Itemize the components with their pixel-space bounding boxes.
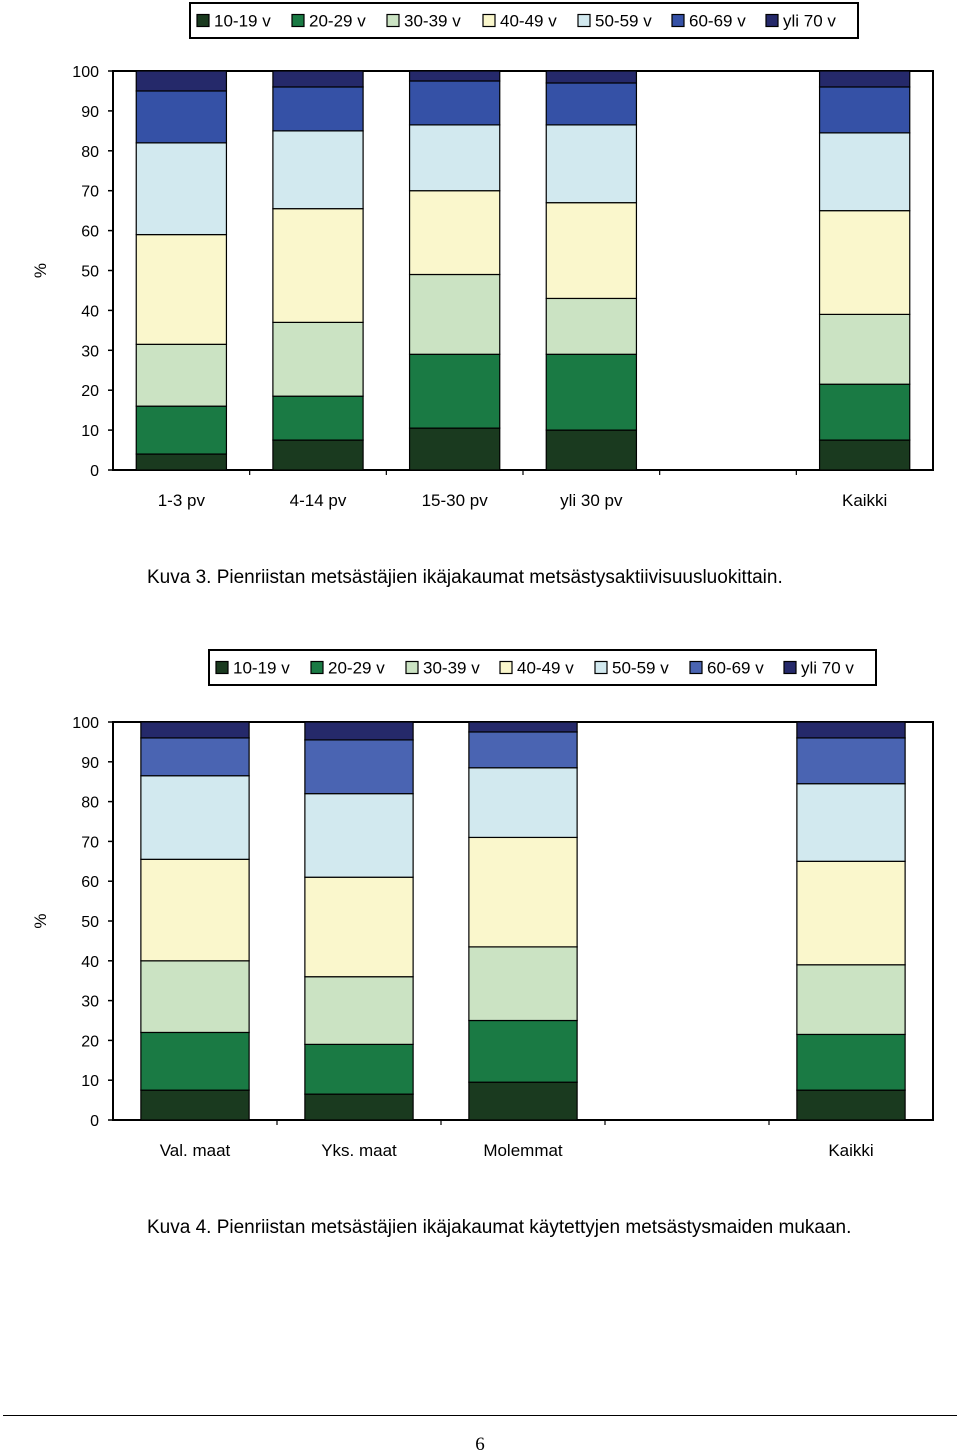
y-tick-label: 100 bbox=[72, 64, 99, 81]
figure-caption-4: Kuva 4. Pienriistan metsästäjien ikäjakaumat käytettyjen metsästysmaiden mukaan. bbox=[147, 1217, 852, 1238]
plot-area bbox=[113, 71, 933, 470]
legend-label: 20-29 v bbox=[328, 658, 385, 678]
legend-label: 40-49 v bbox=[500, 11, 557, 31]
bar-segment bbox=[469, 947, 577, 1021]
y-tick-label: 0 bbox=[90, 463, 99, 480]
y-tick-label: 20 bbox=[81, 383, 99, 401]
legend-label: 50-59 v bbox=[612, 658, 669, 678]
legend-swatch bbox=[387, 15, 399, 27]
legend-swatch bbox=[766, 15, 778, 27]
x-category-label: Yks. maat bbox=[321, 1141, 397, 1160]
bar-segment bbox=[410, 81, 500, 125]
bar-segment bbox=[797, 722, 905, 738]
bar-segment bbox=[136, 344, 226, 406]
bar-segment bbox=[820, 440, 910, 470]
legend-label: 30-39 v bbox=[423, 658, 480, 678]
bar-segment bbox=[820, 87, 910, 133]
y-tick-label: 70 bbox=[81, 834, 99, 852]
y-tick-label: 80 bbox=[81, 143, 99, 161]
bar-segment bbox=[546, 83, 636, 125]
bar-segment bbox=[546, 203, 636, 299]
x-category-label: yli 30 pv bbox=[560, 491, 623, 510]
chart-age-by-activity bbox=[0, 0, 960, 520]
legend-label: 10-19 v bbox=[214, 11, 271, 31]
legend-label: 40-49 v bbox=[517, 658, 574, 678]
x-category-label: Molemmat bbox=[483, 1141, 563, 1160]
bar-segment bbox=[797, 784, 905, 862]
bar-segment bbox=[546, 298, 636, 354]
y-tick-label: 90 bbox=[81, 103, 99, 121]
legend-label: 60-69 v bbox=[689, 11, 746, 31]
legend-swatch bbox=[311, 662, 323, 674]
y-tick-label: 40 bbox=[81, 303, 99, 321]
bar-segment bbox=[141, 738, 249, 776]
legend-label: 60-69 v bbox=[707, 658, 764, 678]
x-category-label: Kaikki bbox=[841, 491, 888, 510]
legend-swatch bbox=[406, 662, 418, 674]
bar-segment bbox=[797, 1090, 905, 1120]
bar-segment bbox=[410, 71, 500, 81]
x-category-label: 1-3 pv bbox=[157, 491, 205, 510]
y-tick-label: 100 bbox=[72, 715, 99, 732]
bar-segment bbox=[820, 133, 910, 211]
bar-segment bbox=[797, 1034, 905, 1090]
y-tick-label: 80 bbox=[81, 794, 99, 812]
bar-segment bbox=[305, 794, 413, 878]
bar-segment bbox=[820, 71, 910, 87]
bar-segment bbox=[136, 235, 226, 345]
bar-segment bbox=[410, 125, 500, 191]
bar-segment bbox=[305, 722, 413, 740]
bar-segment bbox=[136, 406, 226, 454]
legend-label: 50-59 v bbox=[595, 11, 652, 31]
legend-label: yli 70 v bbox=[783, 11, 836, 31]
y-tick-label: 60 bbox=[81, 874, 99, 892]
x-category-label: Kaikki bbox=[828, 1141, 874, 1160]
figure-caption-3: Kuva 3. Pienriistan metsästäjien ikäjakaumat metsästysaktiivisuusluokittain. bbox=[147, 567, 783, 588]
bar-segment bbox=[273, 71, 363, 87]
bar-segment bbox=[273, 440, 363, 470]
legend-label: 30-39 v bbox=[404, 11, 461, 31]
bar-segment bbox=[820, 384, 910, 440]
bar-segment bbox=[469, 732, 577, 768]
bar-segment bbox=[410, 354, 500, 428]
y-tick-label: 30 bbox=[81, 993, 99, 1011]
bar-segment bbox=[469, 768, 577, 838]
bar-segment bbox=[469, 837, 577, 946]
bar-segment bbox=[305, 740, 413, 794]
bar-segment bbox=[141, 776, 249, 860]
x-category-label: Val. maat bbox=[159, 1141, 231, 1160]
bar-segment bbox=[546, 430, 636, 470]
bar-segment bbox=[273, 322, 363, 396]
bar-segment bbox=[141, 722, 249, 738]
bar-segment bbox=[141, 859, 249, 960]
bar-segment bbox=[305, 1094, 413, 1120]
y-tick-label: 70 bbox=[81, 183, 99, 201]
bar-segment bbox=[546, 354, 636, 430]
legend-swatch bbox=[672, 15, 684, 27]
legend-label: yli 70 v bbox=[801, 658, 854, 678]
x-category-label: 15-30 pv bbox=[421, 491, 488, 510]
page-number: 6 bbox=[475, 1434, 485, 1455]
bar-segment bbox=[820, 314, 910, 384]
legend-swatch bbox=[197, 15, 209, 27]
bar-segment bbox=[410, 274, 500, 354]
bar-segment bbox=[141, 1090, 249, 1120]
y-axis-label: % bbox=[31, 262, 50, 279]
bar-segment bbox=[273, 396, 363, 440]
bar-segment bbox=[136, 454, 226, 470]
y-tick-label: 10 bbox=[81, 423, 99, 441]
y-tick-label: 50 bbox=[81, 263, 99, 281]
y-tick-label: 20 bbox=[81, 1033, 99, 1051]
footer-rule bbox=[3, 1415, 957, 1416]
y-tick-label: 50 bbox=[81, 914, 99, 931]
bar-segment bbox=[797, 861, 905, 964]
legend-swatch bbox=[216, 662, 228, 674]
x-category-label: 4-14 pv bbox=[289, 491, 347, 510]
legend-label: 20-29 v bbox=[309, 11, 366, 31]
chart-age-by-hunting-land bbox=[0, 640, 960, 1170]
bar-segment bbox=[820, 211, 910, 315]
bar-segment bbox=[305, 1044, 413, 1094]
bar-segment bbox=[797, 738, 905, 784]
y-tick-label: 0 bbox=[90, 1113, 99, 1130]
bar-segment bbox=[410, 191, 500, 275]
bar-segment bbox=[136, 143, 226, 235]
y-axis-label: % bbox=[31, 913, 50, 929]
bar-segment bbox=[469, 722, 577, 732]
y-tick-label: 60 bbox=[81, 223, 99, 241]
bar-segment bbox=[273, 87, 363, 131]
bar-segment bbox=[797, 965, 905, 1035]
legend-swatch bbox=[784, 662, 796, 674]
legend-swatch bbox=[500, 662, 512, 674]
bar-segment bbox=[273, 131, 363, 209]
legend-swatch bbox=[483, 15, 495, 27]
bar-segment bbox=[305, 977, 413, 1045]
bar-segment bbox=[136, 71, 226, 91]
legend-swatch bbox=[595, 662, 607, 674]
bar-segment bbox=[546, 125, 636, 203]
legend-label: 10-19 v bbox=[233, 658, 290, 678]
y-tick-label: 10 bbox=[81, 1073, 99, 1091]
bar-segment bbox=[305, 877, 413, 977]
legend-swatch bbox=[690, 662, 702, 674]
y-tick-label: 30 bbox=[81, 343, 99, 361]
legend-swatch bbox=[578, 15, 590, 27]
bar-segment bbox=[141, 1032, 249, 1090]
bar-segment bbox=[141, 961, 249, 1033]
bar-segment bbox=[469, 1082, 577, 1120]
bar-segment bbox=[273, 209, 363, 323]
legend-swatch bbox=[292, 15, 304, 27]
y-tick-label: 40 bbox=[81, 953, 99, 971]
bar-segment bbox=[469, 1021, 577, 1083]
bar-segment bbox=[546, 71, 636, 83]
y-tick-label: 90 bbox=[81, 754, 99, 772]
bar-segment bbox=[136, 91, 226, 143]
bar-segment bbox=[410, 428, 500, 470]
